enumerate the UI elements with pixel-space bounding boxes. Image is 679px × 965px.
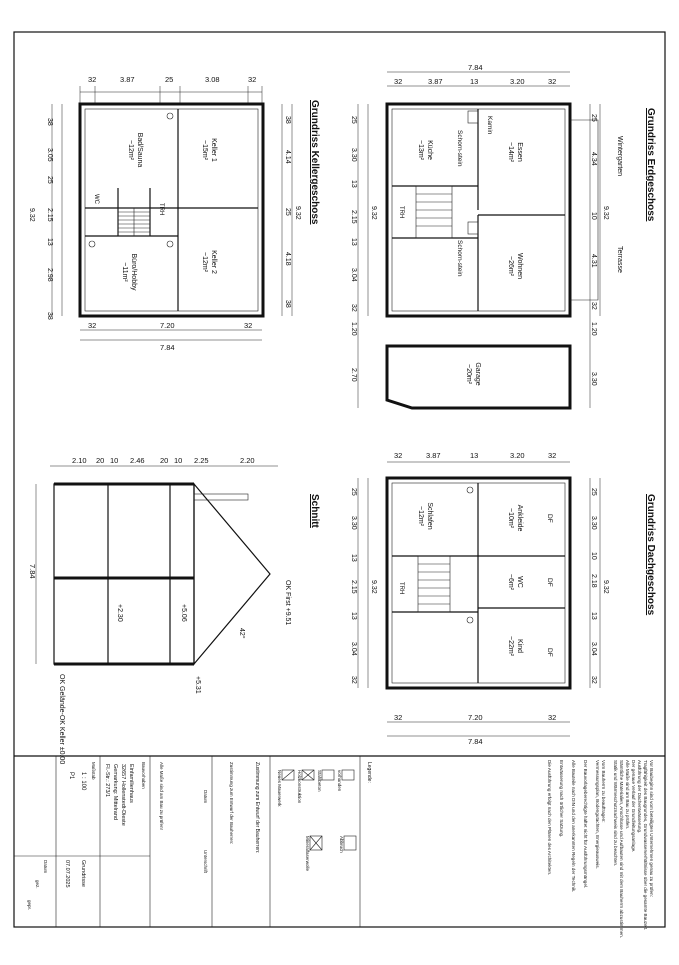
svg-text:~26m²: ~26m² (507, 255, 514, 277)
erd-dim-right-1: 4.34 (590, 152, 597, 166)
svg-text:~12m²: ~12m² (201, 251, 208, 273)
dach-dim-left-6: 32 (350, 676, 357, 684)
svg-text:Tragfähigkeit des Baugrundes,: Tragfähigkeit des Baugrundes, Grundwasserverhältnisse über die gesamte Bauzeit. (643, 760, 648, 931)
svg-text:Essen: Essen (516, 142, 523, 162)
keller-stairs (118, 208, 150, 236)
svg-text:Küche: Küche (426, 140, 433, 160)
keller-plan (28, 75, 320, 352)
erd-schornstein-2: Schorn-stein (456, 240, 463, 277)
schnitt-okf: OK Gelände-OK Keller ±0.00 (58, 674, 65, 765)
erd-wintergarten-outline (570, 120, 598, 300)
keller-dim-right-3: 4.18 (284, 252, 291, 266)
svg-text:Ankleide: Ankleide (516, 504, 523, 532)
keller-dim-right-total: 9.32 (294, 206, 301, 220)
dach-dim-bottom-total: 7.84 (468, 737, 483, 746)
dach-dim-right-5: 3.04 (590, 642, 597, 656)
svg-text:Kind: Kind (516, 638, 523, 654)
dach-dim-bottom-1: 7.20 (468, 713, 483, 722)
erd-dim-right-0: 25 (590, 114, 597, 122)
schnitt-dim-7: 2.20 (240, 456, 255, 465)
legend-swatch-vorhanden (342, 770, 354, 780)
svg-text:~15m²: ~15m² (201, 139, 208, 161)
erd-dim-right-2: 10 (590, 212, 597, 220)
dach-dim-left-5: 3.04 (350, 642, 357, 656)
legend-swatch-abbruch (344, 836, 356, 850)
erd-plan (350, 63, 656, 408)
svg-text:vorhanden: vorhanden (337, 770, 342, 792)
schnitt-level-first: OK First +9.51 (284, 580, 291, 626)
erd-dim-top-3: 3.20 (510, 77, 525, 86)
svg-text:Abbruch: Abbruch (339, 836, 344, 853)
schnitt-title: Schnitt (309, 494, 320, 528)
erd-dim-right-total: 9.32 (602, 206, 609, 220)
erd-dim-bottom-right-1: 3.30 (590, 372, 597, 386)
svg-text:Alle Bauteile nach DIN und den: Alle Bauteile nach DIN und den anerkannten Regeln der Technik. (571, 760, 576, 893)
erd-room-wintergarten: Wintergarten (616, 136, 623, 177)
erd-dim-left-6: 32 (350, 304, 357, 312)
keller-dim-left-6: 38 (46, 312, 53, 320)
tb-label-2: gepr. (27, 900, 32, 911)
schnitt-angle: 42° (238, 628, 245, 639)
svg-text:Wohnen: Wohnen (516, 253, 523, 279)
svg-text:Mineralfaserwolle: Mineralfaserwolle (305, 836, 310, 872)
dach-df-2: DF (546, 578, 553, 587)
keller-dim-top-1: 3.87 (120, 75, 135, 84)
svg-text:Vor Baubeginn sind vom beteili: Vor Baubeginn sind vom beteiligten Unternehmen genau zu prüfen: (649, 760, 654, 897)
svg-text:Garage: Garage (474, 362, 481, 386)
keller-room-bad (127, 133, 143, 168)
tb-zustimmung-2: Zustimmung zum Entwurf der Bauherren: (229, 762, 234, 845)
keller-outer-wall (80, 104, 263, 316)
dach-dim-top-3: 3.20 (510, 451, 525, 460)
keller-dim-right-2: 25 (284, 208, 291, 216)
keller-dim-left-0: 38 (46, 118, 53, 126)
svg-text:Stahlbeton: Stahlbeton (317, 770, 322, 792)
svg-text:~12m²: ~12m² (417, 505, 424, 527)
keller-trh-label: TRH (158, 203, 164, 216)
tb-unterschrift: Unterschrift (203, 850, 208, 874)
svg-text:Bad/Sauna: Bad/Sauna (136, 132, 143, 168)
tb-label-0: Datum (43, 860, 48, 874)
erd-dim-left-0: 25 (350, 116, 357, 124)
svg-text:Neues Mauerwerk: Neues Mauerwerk (277, 770, 282, 807)
svg-text:Die Ausführung erfolgt nach de: Die Ausführung erfolgt nach den Plänen des Architekten. (547, 760, 552, 876)
erd-dim-left-total: 9.32 (370, 206, 377, 220)
erd-kamin: Kamin (486, 116, 493, 135)
dach-dim-bottom-2: 32 (548, 713, 557, 722)
dach-dim-left-1: 3.30 (350, 516, 357, 530)
tb-massstab: 1 : 100 (80, 772, 86, 791)
svg-text:Holzkonstruktion: Holzkonstruktion (297, 770, 302, 804)
svg-text:Fl.-Str.: 273/1: Fl.-Str.: 273/1 (104, 764, 110, 798)
schnitt-section (28, 456, 320, 764)
schnitt-level-531: +5.31 (194, 676, 201, 694)
keller-dim-bottom-2: 32 (244, 321, 253, 330)
dach-plan (350, 451, 656, 746)
tb-content: Grundrisse (80, 860, 86, 887)
dach-dim-left-4: 13 (350, 612, 357, 620)
erd-room-kueche (417, 140, 433, 161)
svg-text:Keller 2: Keller 2 (210, 250, 217, 274)
erd-dim-top-total: 7.84 (468, 63, 483, 72)
dach-stairs (418, 556, 450, 612)
keller-wc-label: WC (93, 194, 99, 204)
tb-zustimmung: Zustimmung zum Entwurf der Bauherren: (254, 762, 260, 854)
legend (277, 762, 372, 872)
erd-dim-bottom-1: 2.70 (350, 368, 357, 382)
erd-dim-left-3: 2.15 (350, 210, 357, 224)
svg-text:~14m²: ~14m² (507, 141, 514, 163)
dach-dim-top-4: 32 (548, 451, 557, 460)
tb-massstab-label: Maßstab (91, 762, 96, 780)
svg-text:Büro/Hobby: Büro/Hobby (130, 253, 137, 291)
keller-dim-right-4: 38 (284, 300, 291, 308)
svg-text:Der Bauvorlageberechtigte haft: Der Bauvorlageberechtigte haftet nicht für Ausführungsmängel. (583, 760, 588, 889)
keller-dim-top-0: 32 (88, 75, 97, 84)
erd-room-essen (507, 142, 523, 163)
svg-text:~10m²: ~10m² (507, 507, 514, 529)
erd-dim-top-1: 3.87 (428, 77, 443, 86)
dach-dim-right-4: 13 (590, 612, 597, 620)
schnitt-dim-2: 10 (110, 456, 119, 465)
erd-schornstein-1: Schorn-stein (456, 130, 463, 167)
erd-dim-bottom-0: 1.20 (350, 322, 357, 336)
dach-trh: TRH (398, 582, 404, 595)
erd-room-terrasse: Terrasse (616, 246, 623, 273)
dach-room-wc (507, 574, 523, 591)
schnitt-height-total: 7.84 (28, 564, 37, 579)
erd-dim-left-1: 3.30 (350, 148, 357, 162)
erd-dim-bottom-right-0: 1.20 (590, 322, 597, 336)
erd-dim-right-3: 4.31 (590, 254, 597, 268)
keller-dim-top-2: 25 (165, 75, 174, 84)
erd-dim-top-4: 32 (548, 77, 557, 86)
dach-room-ankleide (507, 505, 523, 532)
erd-dim-left-4: 13 (350, 238, 357, 246)
keller-dim-left-2: 25 (46, 176, 53, 184)
erd-dim-left-5: 3.04 (350, 268, 357, 282)
erd-dim-right-4: 32 (590, 302, 597, 310)
svg-text:Vom Bauherrn zu beauftragen:: Vom Bauherrn zu beauftragen: (601, 760, 606, 823)
svg-text:Einfamilienhaus: Einfamilienhaus (128, 764, 134, 803)
dach-dim-right-total: 9.32 (602, 580, 609, 594)
tb-plan-nr: P1 (68, 772, 74, 780)
svg-text:~6m²: ~6m² (507, 573, 514, 591)
legend-swatch-stahlbeton (322, 770, 334, 780)
keller-room-buero (121, 254, 137, 291)
svg-text:Statik und Wärmeschutznachweis: Statik und Wärmeschutznachweis sind zu beachten. (613, 760, 618, 867)
dach-dim-left-2: 13 (350, 554, 357, 562)
tb-note: Alle Maße sind am Bau zu prüfen! (159, 762, 164, 830)
keller-dim-bottom-total: 7.84 (160, 343, 175, 352)
svg-text:~11m²: ~11m² (121, 262, 128, 282)
dach-df-3: DF (546, 648, 553, 657)
schnitt-dim-3: 2.46 (130, 456, 145, 465)
svg-text:Gemarkung: Mittelrand: Gemarkung: Mittelrand (112, 764, 118, 820)
keller-dim-bottom-0: 32 (88, 321, 97, 330)
svg-text:Vermessungsplan, Bodengutachte: Vermessungsplan, Bodengutachten, Energieausweis. (595, 760, 600, 869)
svg-text:Sämtliche Materialien, Anschlü: Sämtliche Materialien, Anschlüsse und Aufbauten sind mit dem Bauherrn abzustimmen. (619, 760, 624, 938)
schnitt-level-506: +5.06 (180, 604, 187, 622)
svg-text:Schlafen: Schlafen (426, 502, 433, 530)
keller-dim-left-5: 2.98 (46, 268, 53, 282)
keller-room-keller1 (201, 138, 217, 162)
keller-dim-left-total: 9.32 (28, 208, 35, 222)
schnitt-roof (194, 484, 270, 664)
keller-dim-top-3: 3.08 (205, 75, 220, 84)
keller-dim-left-1: 3.05 (46, 148, 53, 162)
tb-date: 07.07.2025 (64, 860, 70, 888)
keller-room-keller2 (201, 250, 217, 274)
dach-dim-top-1: 3.87 (426, 451, 441, 460)
keller-dim-top-4: 32 (248, 75, 257, 84)
svg-text:~12m²: ~12m² (127, 139, 134, 161)
erd-dim-top-2: 13 (470, 77, 479, 86)
dach-dim-right-2: 10 (590, 552, 597, 560)
svg-text:~20m²: ~20m² (465, 363, 472, 385)
schnitt-dim-4: 20 (160, 456, 169, 465)
dach-dim-left-3: 2.15 (350, 580, 357, 594)
dach-dim-right-3: 2.18 (590, 574, 597, 588)
title-block (14, 756, 665, 938)
dach-dim-right-1: 3.30 (590, 516, 597, 530)
svg-text:Ausführung der Dachentwässerun: Ausführung der Dachentwässerung. (637, 760, 642, 834)
keller-dim-right-1: 4.14 (284, 150, 291, 164)
tb-project-label: Bauvorhaben (141, 762, 146, 789)
dach-dim-top-0: 32 (394, 451, 403, 460)
erd-trh: TRH (398, 206, 404, 219)
tb-datum: Datum (203, 790, 208, 804)
dach-dim-left-0: 25 (350, 488, 357, 496)
svg-text:Legende:: Legende: (366, 762, 372, 783)
dach-dim-right-6: 32 (590, 676, 597, 684)
erd-dim-left-2: 13 (350, 180, 357, 188)
schnitt-dim-1: 20 (96, 456, 105, 465)
keller-title: Grundriss Kellergeschoss (309, 100, 320, 225)
keller-dim-left-3: 2.15 (46, 208, 53, 222)
keller-dim-bottom-1: 7.20 (160, 321, 175, 330)
erd-room-garage (465, 362, 481, 385)
svg-text:~13m²: ~13m² (417, 139, 424, 161)
svg-text:Keller 1: Keller 1 (210, 138, 217, 162)
tb-project (104, 764, 134, 826)
keller-dim-right-0: 38 (284, 116, 291, 124)
dach-df-1: DF (546, 514, 553, 523)
svg-text:Der genaue Verlauf der Grundle: Der genaue Verlauf der Grundleitungsanlage. (631, 760, 636, 853)
dach-dim-bottom-0: 32 (394, 713, 403, 722)
dach-dim-right-0: 25 (590, 488, 597, 496)
dach-title: Grundriss Dachgeschoss (645, 494, 656, 616)
schnitt-dim-0: 2.10 (72, 456, 87, 465)
erd-title: Grundriss Erdgeschoss (645, 108, 656, 222)
erd-room-wohnen (507, 253, 523, 279)
svg-text:Entwässerung nach örtlicher Sa: Entwässerung nach örtlicher Satzung. (559, 760, 564, 838)
dach-room-kind (507, 636, 523, 657)
svg-text:32657 Hollenstedt-Dieste: 32657 Hollenstedt-Dieste (120, 764, 126, 826)
notes-block (547, 760, 654, 938)
dach-dim-left-total: 9.32 (370, 580, 377, 594)
schnitt-dim-6: 2.25 (194, 456, 209, 465)
svg-text:WC: WC (516, 576, 523, 588)
schnitt-level-230: +2.30 (116, 604, 123, 622)
svg-text:Alle Maße sind am Bau zu prüfe: Alle Maße sind am Bau zu prüfen. (625, 760, 630, 830)
tb-label-1: gez. (35, 880, 40, 889)
keller-dim-left-4: 13 (46, 238, 53, 246)
dach-dim-top-2: 13 (470, 451, 479, 460)
schnitt-dim-5: 10 (174, 456, 183, 465)
erd-dim-top-0: 32 (394, 77, 403, 86)
dach-room-schlafen (417, 502, 433, 529)
svg-text:~22m²: ~22m² (507, 635, 514, 657)
